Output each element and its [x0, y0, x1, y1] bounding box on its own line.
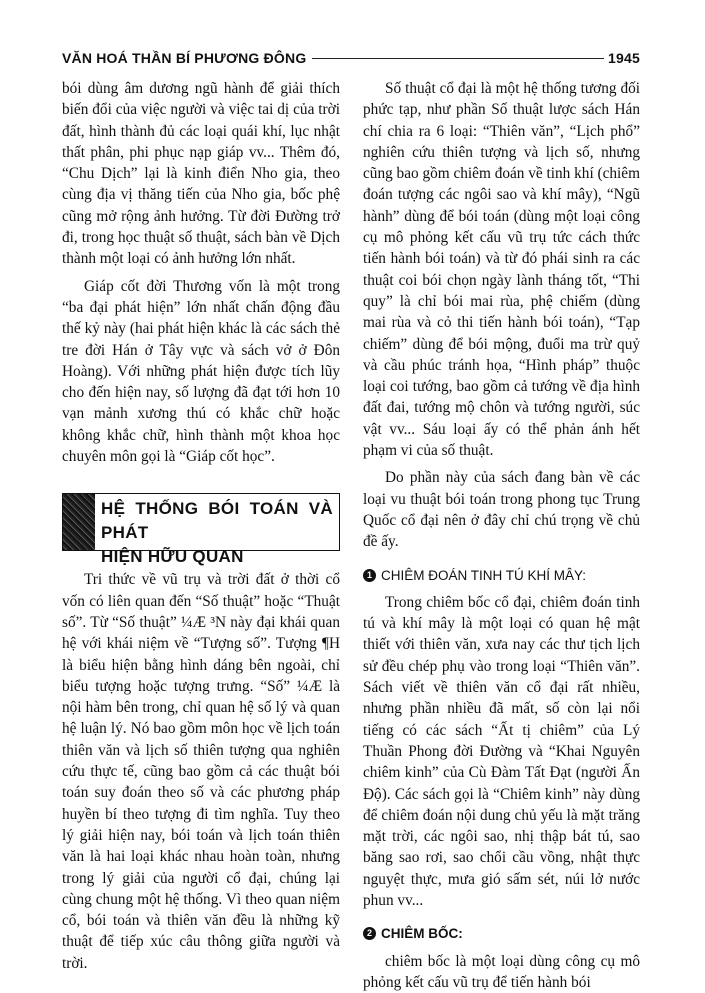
page-number: 1945 [608, 50, 640, 66]
subheading-number-badge: 1 [363, 569, 376, 582]
paragraph: Số thuật cổ đại là một hệ thống tương đối phức tạp, như phần Số thuật lược sách Hán chí chia ra 6 loại: “Thiên văn”, “Lịch phổ” nghiên cứu thiên tượng và lịch số, nhưng cũng bao gồm chiêm đoán về tinh khí (chiêm đoán tượng các ngôi sao và khí mây), “Ngũ hành” dùng để bói toán (dùng một loại công cụ mô phỏng kết cấu vũ trụ tức cách thức tiến hành bói toán) và từ đó phái sinh ra các thuật coi bói chọn ngày lành tháng tốt, “Thi quy” là chỉ bói mai rùa, phệ chiếm (dùng mai rùa và cỏ thi tiến hành bói toán), “Tạp chiếm” dùng để bói mộng, đuổi ma trừ quỷ và cầu phúc tránh họa, “Hình pháp” thuộc loại coi tướng, bao gồm cả tướng về địa hình đất đai, tướng mộ chôn và tướng người, súc vật vv... Sáu loại ấy có thể phản ánh hết phạm vi của số thuật. [363, 80, 640, 460]
paragraph: bói dùng âm dương ngũ hành để giải thích biến đổi của việc người và việc tai dị của trời đất, hình thành đủ các loại quái khí, lục nhật thất phân, phi phục nạp giáp vv... Thêm đó, “Chu Dịch” lại là kinh điển Nho gia, theo cùng địa vị thăng tiến của Nho gia, bốc phệ cũng mở rộng ảnh hưởng. Từ đời Đường trở đi, trong học thuật số thuật, sách bàn về Dịch thành một loại có ảnh hưởng lớn nhất. [62, 80, 340, 268]
subheading-label: CHIÊM ĐOÁN TINH TÚ KHÍ MÂY: [381, 567, 587, 583]
subheading [363, 923, 640, 944]
section-heading-ornament [63, 494, 95, 550]
header-title: VĂN HOÁ THẦN BÍ PHƯƠNG ĐÔNG [62, 50, 307, 66]
paragraph: Trong chiêm bốc cổ đại, chiêm đoán tinh tú và khí mây là một loại có quan hệ mật thiết với thiên văn, xưa nay các thư tịch lịch sử đều chép phụ vào trong loại “Thiên văn”. Sách viết về thiên văn cổ đại rất nhiều, nhưng phần nhiều đã mất, số còn lại nổi tiếng có các sách “Ất tị chiêm” của Lý Thuần Phong đời Đường và “Khai Nguyên chiêm kinh” của Cù Đàm Tất Đạt (người Ấn Độ). Các sách gọi là “Chiêm kinh” này dùng để chiêm đoán nội dung chủ yếu là mặt trăng mặt trời, các ngôi sao, nhị thập bát tú, sao băng sao rơi, sao chổi cầu vồng, nhật thực nguyệt thực, mưa gió sấm sét, núi lở nước phun vv... [363, 593, 640, 909]
subheading [363, 565, 640, 586]
subheading-label: CHIÊM BỐC: [381, 926, 463, 942]
section-heading-title [95, 494, 339, 567]
section-heading-line: HỆ THỐNG BÓI TOÁN VÀ PHÁT [101, 499, 333, 543]
paragraph: Do phần này của sách đang bàn về các loại vu thuật bói toán trong phong tục Trung Quốc cổ đại nên ở đây chỉ chú trọng về chủ đề ấy. [363, 469, 640, 551]
paragraph: chiêm bốc là một loại dùng công cụ mô phỏng kết cấu vũ trụ để tiến hành bói [363, 952, 640, 991]
paragraph: Tri thức về vũ trụ và trời đất ở thời cổ vốn có liên quan đến “Số thuật” hoặc “Thuật số”. Từ “Số thuật” ¼Æ ³N này đại khái quan hệ với khái niệm về “Tượng số”. Tượng ¶H là biểu hiện bằng hình dáng bên ngoài, chỉ biểu tượng hoặc tượng trưng. “Số” ¼Æ là nội hàm bên trong, chỉ quan hệ số lý và quan hệ luận lý. Nó bao gồm môn học về lịch toán thiên văn và lịch số thiên tượng qua nghiên cứu thực tế, cũng bao gồm cả các thuật bói toán suy đoán theo số và các phương pháp huyền bí theo tượng đi tìm nghĩa. Tuy theo lý giải hiện nay, bói toán và lịch toán thiên văn là hai loại khác nhau hoàn toàn, nhưng trong lý giải của người cổ đại, chúng lại cùng chung một hệ thống. Vì theo quan niệm cổ, bói toán và thiên văn đều là những kỹ thuật để tiếp xúc câu thông giữa người và trời. [62, 571, 340, 972]
header-rule [312, 58, 604, 59]
paragraph: Giáp cốt đời Thương vốn là một trong “ba đại phát hiện” lớn nhất chấn động đầu thế kỷ này (hai phát hiện khác là các sách thẻ tre đời Hán ở Tây vực và sách vở ở Đôn Hoàng). Với những phát hiện được tích lũy cho đến hiện nay, số lượng đã đạt tới hơn 10 vạn mảnh xương thú có khắc chữ hoặc không khắc chữ, hình thành một khoa học chuyên môn gọi là “Giáp cốt học”. [62, 277, 340, 466]
section-heading-line: HIỆN HỮU QUAN [101, 547, 244, 567]
section-heading [62, 493, 340, 567]
left-column [62, 78, 340, 974]
running-header [62, 48, 640, 68]
subheading-number-badge: 2 [363, 927, 376, 940]
right-column [363, 78, 640, 993]
